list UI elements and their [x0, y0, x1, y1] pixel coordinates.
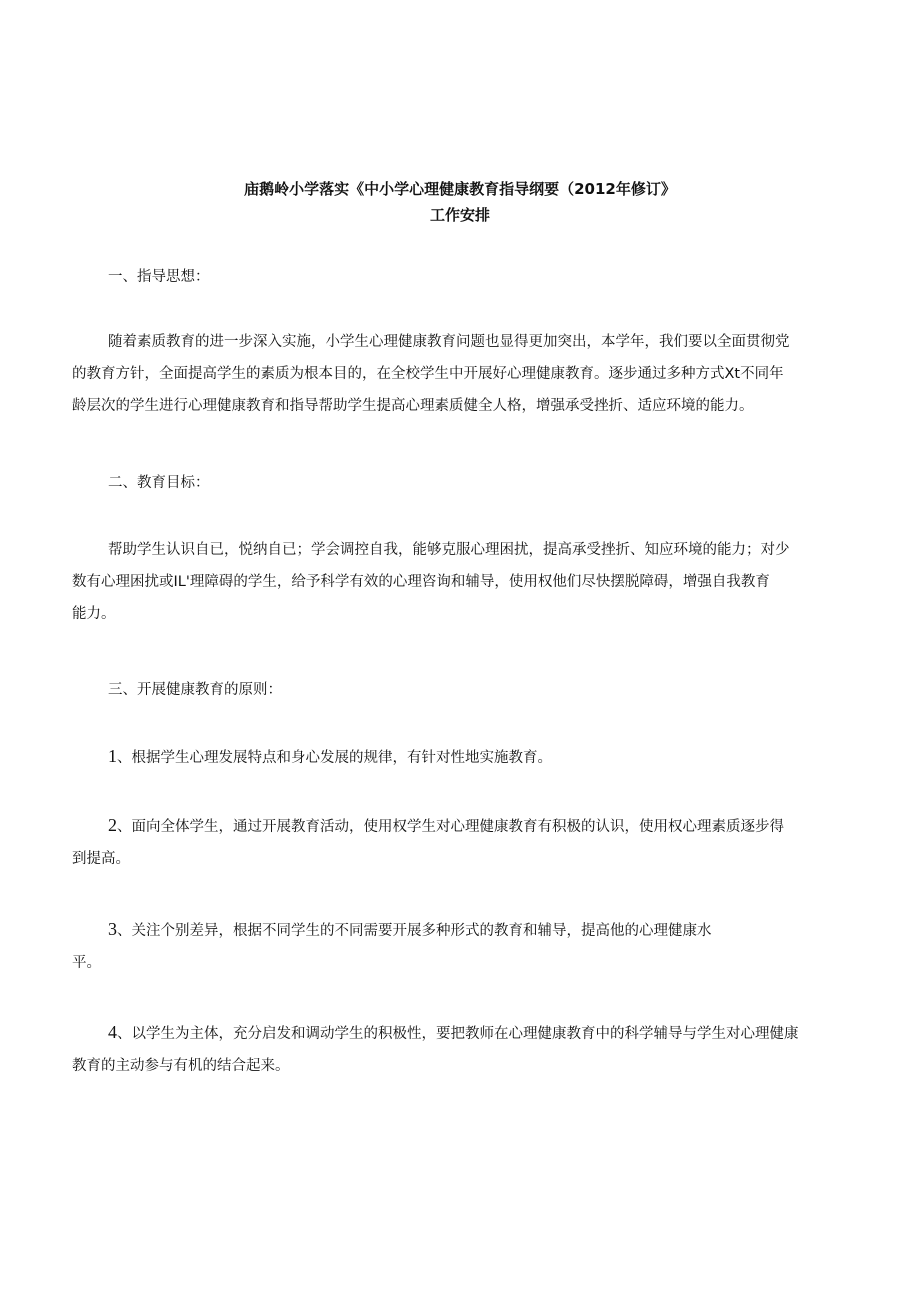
- section-paragraph-education-goals: [72, 534, 842, 630]
- principle-item-1: [72, 740, 842, 774]
- paragraph-line: 随着素质教育的进一步深入实施，小学生心理健康教育问题也显得更加突出，本学年，我们要以全面贯彻党: [108, 334, 790, 350]
- principle-item-3: [72, 913, 842, 979]
- document-title: [0, 176, 920, 228]
- paragraph-line: 龄层次的学生进行心理健康教育和指导帮助学生提高心理素质健全人格，增强承受挫折、适应环境的能力。: [72, 398, 754, 414]
- principle-text: 、根据学生心理发展特点和身心发展的规律，有针对性地实施教育。: [117, 750, 552, 766]
- section-heading-education-goals: 二、教育目标：: [108, 475, 210, 491]
- paragraph-line: 数有心理困扰或IL'理障碍的学生，给予科学有效的心理咨询和辅导，使用权他们尽快摆脱障碍，增强自我教育: [72, 574, 770, 590]
- principle-text: 、面向全体学生，通过开展教育活动，使用权学生对心理健康教育有积极的认识，使用权心理素质逐步得: [117, 819, 784, 835]
- principle-line: [72, 1016, 842, 1050]
- principle-line: [72, 740, 842, 774]
- principle-text: 、以学生为主体，充分启发和调动学生的积极性，要把教师在心理健康教育中的科学辅导与学生对心理健康: [117, 1026, 799, 1042]
- principle-line: 平。: [72, 955, 101, 971]
- principle-text: 、关注个别差异，根据不同学生的不同需要开展多种形式的教育和辅导，提高他的心理健康水: [117, 923, 712, 939]
- section-heading-guiding-thought: 一、指导思想：: [108, 269, 210, 285]
- principle-line: [72, 809, 842, 843]
- title-line-2: 工作安排: [429, 206, 490, 224]
- paragraph-line: 帮助学生认识自已，悦纳自已；学会调控自我，能够克服心理困扰，提高承受挫折、知应环境的能力；对少: [108, 542, 790, 558]
- principle-number: 1: [108, 746, 117, 766]
- principle-line: 教育的主动参与有机的结合起来。: [72, 1058, 290, 1074]
- paragraph-line: 的教育方针，全面提高学生的素质为根本目的，在全校学生中开展好心理健康教育。逐步通过多种方式Xt不同年: [72, 366, 784, 382]
- principle-item-2: [72, 809, 842, 875]
- principle-line: 到提高。: [72, 851, 130, 867]
- principle-line: [72, 913, 842, 947]
- principle-number: 3: [108, 919, 117, 939]
- principle-item-4: [72, 1016, 842, 1082]
- title-line-1: 庙鹅岭小学落实《中小学心理健康教育指导纲要（2012年修订》: [244, 180, 676, 198]
- principle-number: 2: [108, 815, 117, 835]
- section-paragraph-guiding-thought: [72, 326, 842, 422]
- principle-number: 4: [108, 1022, 117, 1042]
- section-heading-principles: 三、开展健康教育的原则：: [108, 682, 282, 698]
- paragraph-line: 能力。: [72, 606, 116, 622]
